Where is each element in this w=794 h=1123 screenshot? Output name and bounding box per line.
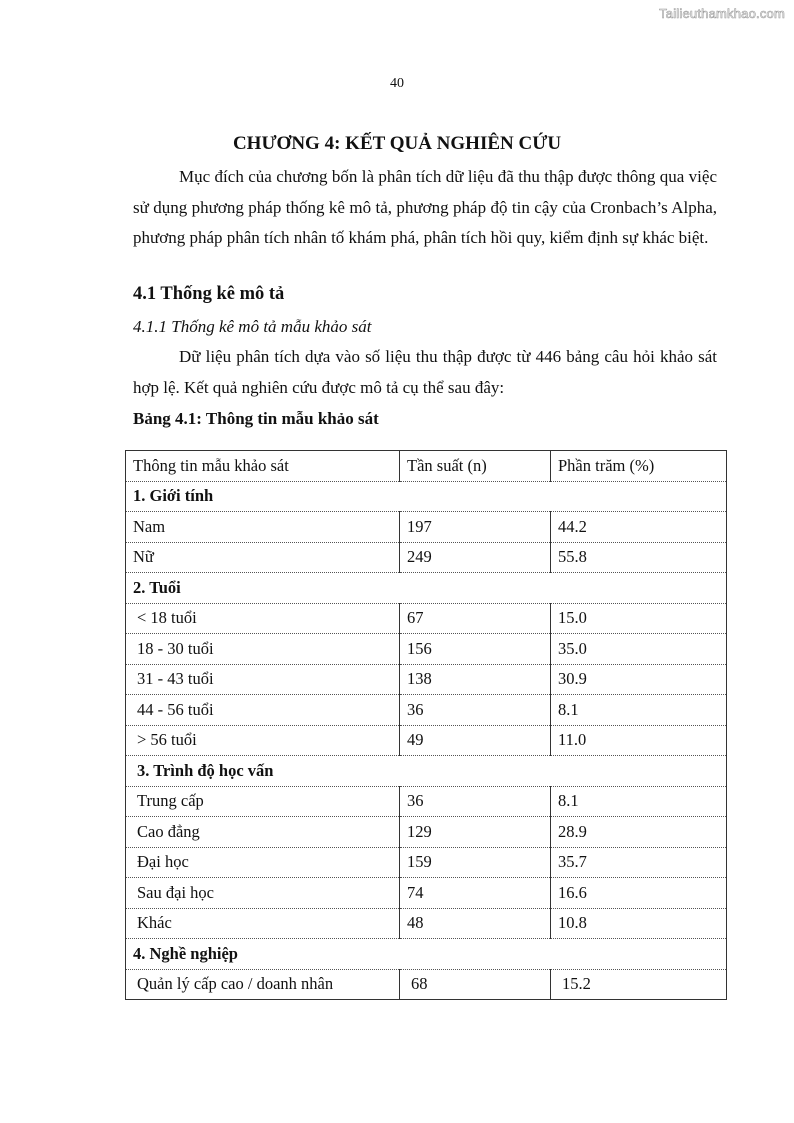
table-row xyxy=(126,664,727,695)
row-frequency: 36 xyxy=(400,695,551,726)
row-label: 31 - 43 tuổi xyxy=(126,664,400,695)
row-percent: 15.2 xyxy=(551,969,727,1000)
row-percent: 35.7 xyxy=(551,847,727,878)
table-row xyxy=(126,634,727,665)
row-label: 18 - 30 tuổi xyxy=(126,634,400,665)
row-percent: 15.0 xyxy=(551,603,727,634)
row-label: < 18 tuổi xyxy=(126,603,400,634)
subsection-heading: 4.1.1 Thống kê mô tả mẫu khảo sát xyxy=(133,317,372,336)
row-frequency: 36 xyxy=(400,786,551,817)
row-frequency: 49 xyxy=(400,725,551,756)
row-frequency: 159 xyxy=(400,847,551,878)
table-row xyxy=(126,969,727,1000)
row-percent: 16.6 xyxy=(551,878,727,909)
row-label: Trung cấp xyxy=(126,786,400,817)
header-cell-info: Thông tin mẫu khảo sát xyxy=(126,451,400,482)
row-frequency: 129 xyxy=(400,817,551,848)
group-title: 1. Giới tính xyxy=(126,481,727,512)
group-row-age xyxy=(126,573,727,604)
row-label: Sau đại học xyxy=(126,878,400,909)
row-frequency: 249 xyxy=(400,542,551,573)
table-header-row xyxy=(126,451,727,482)
chapter-title: CHƯƠNG 4: KẾT QUẢ NGHIÊN CỨU xyxy=(232,133,562,154)
row-frequency: 68 xyxy=(400,969,551,1000)
watermark: Tailieuthamkhao.com xyxy=(659,6,785,21)
row-percent: 55.8 xyxy=(551,542,727,573)
table-row xyxy=(126,847,727,878)
table-row xyxy=(126,908,727,939)
table-row xyxy=(126,878,727,909)
intro-paragraph xyxy=(133,162,717,254)
intro-text: Mục đích của chương bốn là phân tích dữ liệu đã thu thập được thông qua việc sử dụng phương pháp thống kê mô tả, phương pháp độ tin cậy của Cronbach’s Alpha, phương pháp phân tích nhân tố khám phá, phân tích hồi quy, kiểm định sự khác biệt. xyxy=(133,167,717,247)
sample-info-table xyxy=(125,450,727,1000)
row-label: > 56 tuổi xyxy=(126,725,400,756)
table-row xyxy=(126,512,727,543)
row-label: 44 - 56 tuổi xyxy=(126,695,400,726)
row-label: Đại học xyxy=(126,847,400,878)
row-frequency: 197 xyxy=(400,512,551,543)
group-title: 3. Trình độ học vấn xyxy=(126,756,727,787)
row-percent: 35.0 xyxy=(551,634,727,665)
header-cell-frequency: Tần suất (n) xyxy=(400,451,551,482)
group-title: 4. Nghề nghiệp xyxy=(126,939,727,970)
row-frequency: 138 xyxy=(400,664,551,695)
group-row-education xyxy=(126,756,727,787)
row-label: Khác xyxy=(126,908,400,939)
table-row xyxy=(126,695,727,726)
row-frequency: 156 xyxy=(400,634,551,665)
group-row-gender xyxy=(126,481,727,512)
data-paragraph xyxy=(133,342,717,403)
table-row xyxy=(126,603,727,634)
row-percent: 30.9 xyxy=(551,664,727,695)
data-text: Dữ liệu phân tích dựa vào số liệu thu thập được từ 446 bảng câu hỏi khảo sát hợp lệ. Kết quả nghiên cứu được mô tả cụ thể sau đây: xyxy=(133,347,717,397)
section-heading: 4.1 Thống kê mô tả xyxy=(133,284,285,304)
row-percent: 11.0 xyxy=(551,725,727,756)
row-label: Cao đẳng xyxy=(126,817,400,848)
row-percent: 44.2 xyxy=(551,512,727,543)
row-frequency: 48 xyxy=(400,908,551,939)
row-frequency: 67 xyxy=(400,603,551,634)
row-percent: 28.9 xyxy=(551,817,727,848)
table-row xyxy=(126,542,727,573)
table-row xyxy=(126,817,727,848)
row-label: Nữ xyxy=(126,542,400,573)
table-row xyxy=(126,725,727,756)
row-label: Nam xyxy=(126,512,400,543)
row-percent: 8.1 xyxy=(551,695,727,726)
row-percent: 10.8 xyxy=(551,908,727,939)
row-percent: 8.1 xyxy=(551,786,727,817)
header-cell-percent: Phần trăm (%) xyxy=(551,451,727,482)
table-caption: Bảng 4.1: Thông tin mẫu khảo sát xyxy=(133,409,379,428)
row-label: Quản lý cấp cao / doanh nhân xyxy=(126,969,400,1000)
table-row xyxy=(126,786,727,817)
page-number: 40 xyxy=(390,76,404,91)
group-row-occupation xyxy=(126,939,727,970)
row-frequency: 74 xyxy=(400,878,551,909)
group-title: 2. Tuổi xyxy=(126,573,727,604)
